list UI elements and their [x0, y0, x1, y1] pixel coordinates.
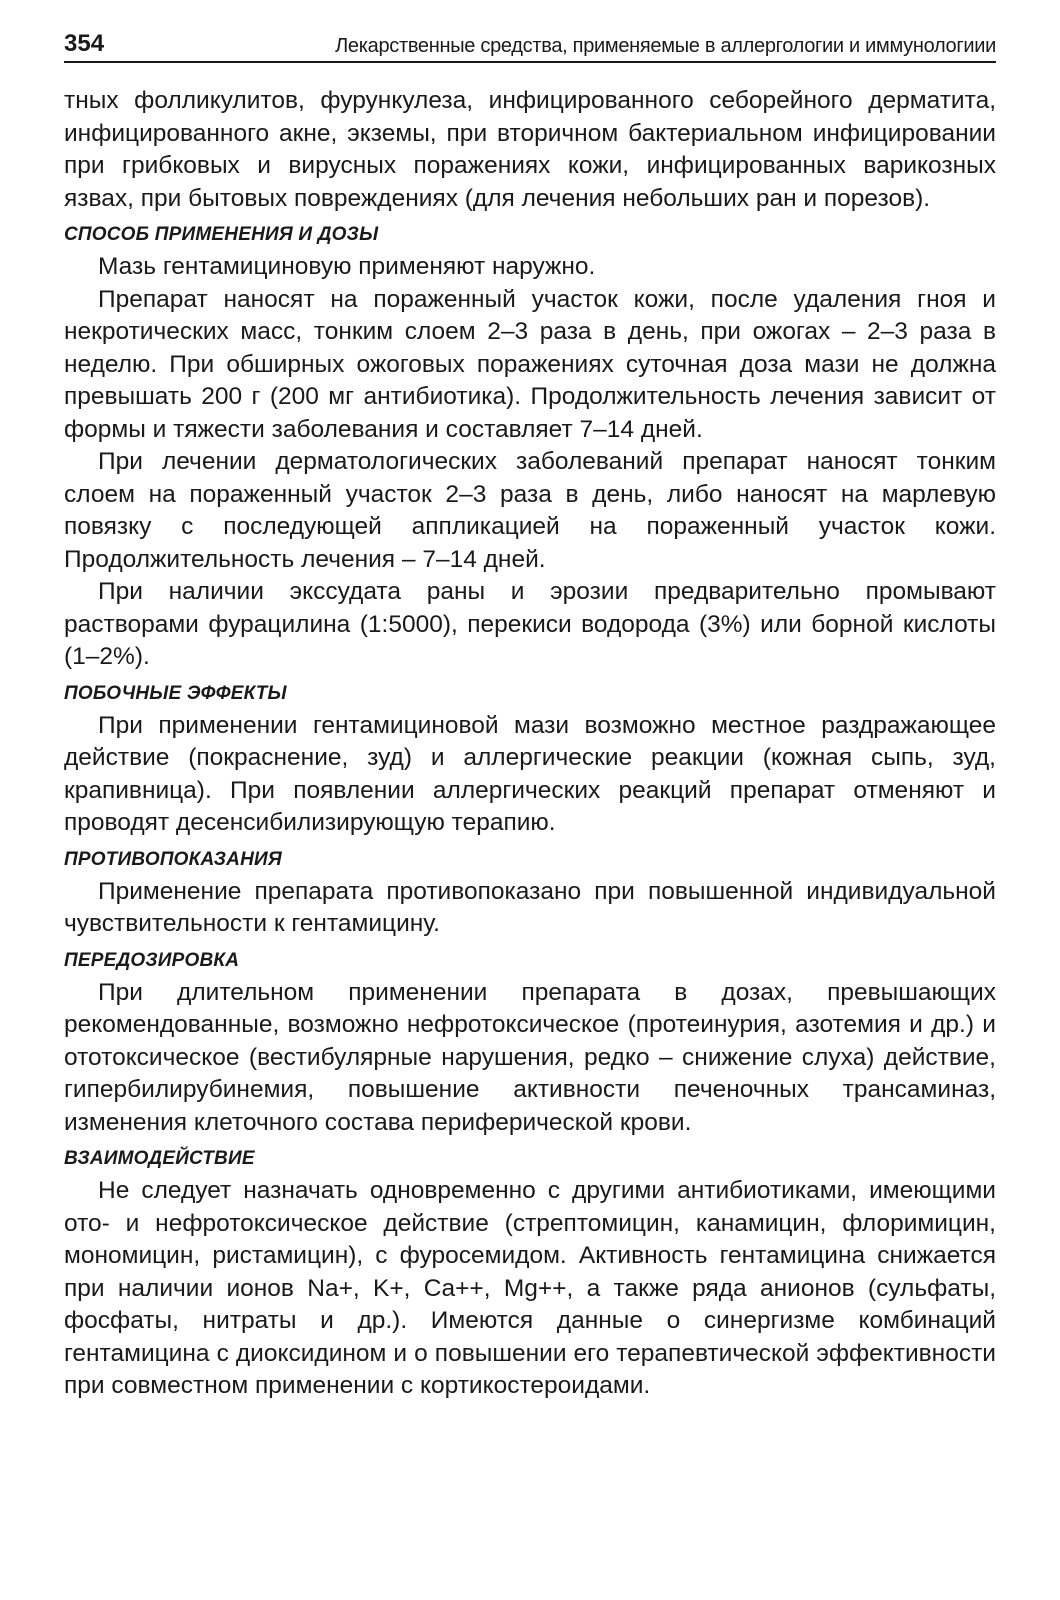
contraindications-paragraph: Применение препарата противопоказано при повышенной индивидуальной чувствительности к гентамицину.: [64, 877, 996, 937]
section-heading-dosage: СПОСОБ ПРИМЕНЕНИЯ И ДОЗЫ: [64, 224, 379, 245]
intro-section: [64, 85, 996, 215]
page-number: 354: [64, 30, 105, 57]
dosage-paragraph-4: При наличии экссудата раны и эрозии предварительно промывают растворами фурацилина (1:5000), перекиси водорода (3%) или борной кислоты (1–2%).: [64, 578, 996, 670]
section-heading-contraindications: ПРОТИВОПОКАЗАНИЯ: [64, 848, 282, 870]
dosage-paragraph-2: Препарат наносят на пораженный участок кожи, после удаления гноя и некротических масс, тонким слоем 2–3 раза в день, при ожогах – 2–3 раза в неделю. При обширных ожоговых поражениях суточная доза мази не должна превышать 200 г (200 мг антибиотика). Продолжительность лечения зависит от формы и тяжести заболевания и составляет 7–14 дней.: [64, 285, 996, 443]
overdose-section: [64, 947, 996, 1140]
dosage-paragraph-1: Мазь гентамициновую применяют наружно.: [98, 253, 596, 280]
contraindications-section: [64, 846, 996, 941]
section-heading-side-effects: ПОБОЧНЫЕ ЭФФЕКТЫ: [64, 682, 287, 704]
side-effects-paragraph: При применении гентамициновой мази возможно местное раздражающее действие (покраснение, зуд) и аллергические реакции (кожная сыпь, зуд, крапивница). При появлении аллергических реакций препарат отменяют и проводят десенсибилизирующую терапию.: [64, 711, 996, 836]
running-title: Лекарственные средства, применяемые в аллергологии и иммунологиии: [335, 35, 996, 57]
section-heading-interaction: ВЗАИМОДЕЙСТВИЕ: [64, 1148, 255, 1169]
interaction-section: [64, 1145, 996, 1403]
dosage-paragraph-3: При лечении дерматологических заболеваний препарат наносят тонким слоем на пораженный участок 2–3 раза в день, либо наносят на марлевую повязку с последующей аппликацией на пораженный участок кожи. Продолжительность лечения – 7–14 дней.: [64, 448, 996, 573]
section-heading-overdose: ПЕРЕДОЗИРОВКА: [64, 949, 240, 971]
dosage-section: [64, 221, 996, 674]
intro-paragraph: тных фолликулитов, фурункулеза, инфицированного себорейного дерматита, инфицированного акне, экземы, при вторичном бактериальном инфицировании при грибковых и вирусных поражениях кожи, инфицированных варикозных язвах, при бытовых повреждениях (для лечения небольших ран и порезов).: [64, 87, 996, 212]
side-effects-section: [64, 680, 996, 840]
interaction-paragraph: Не следует назначать одновременно с другими антибиотиками, имеющими ото- и нефротоксическое действие (стрептомицин, канамицин, флоримицин, мономицин, ристамицин), с фуросемидом. Активность гентамицина снижается при наличии ионов Na+, K+, Ca++, Mg++, а также ряда анионов (сульфаты, фосфаты, нитраты и др.). Имеются данные о синергизме комбинаций гентамицина с диоксидином и о повышении его терапевтической эффективности при совместном применении с кортикостероидами.: [64, 1177, 996, 1399]
overdose-paragraph: При длительном применении препарата в дозах, превышающих рекомендованные, возможно нефротоксическое (протеинурия, азотемия и др.) и ототоксическое (вестибулярные нарушения, редко – снижение слуха) действие, гипербилирубинемия, повышение активности печеночных трансаминаз, изменения клеточного состава периферической крови.: [64, 978, 996, 1136]
page-header: [64, 30, 996, 63]
